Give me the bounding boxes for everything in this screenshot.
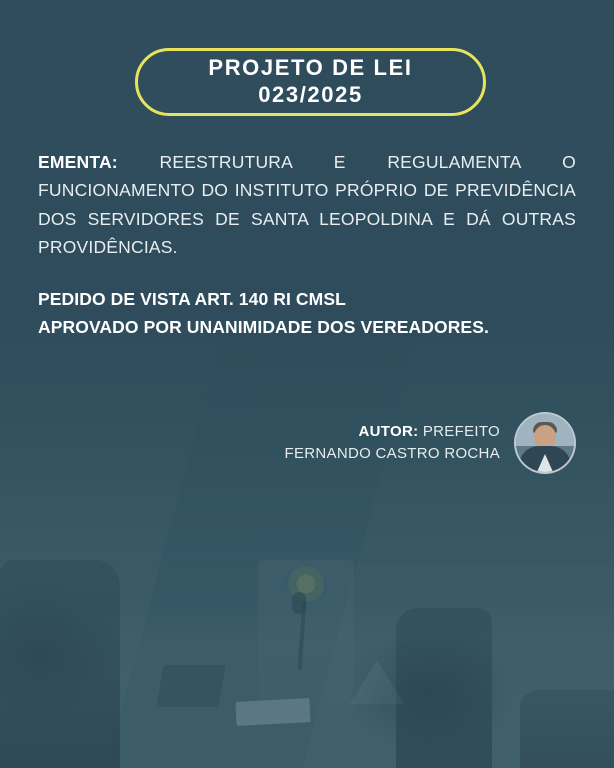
ementa-paragraph (38, 148, 576, 261)
ementa-text: REESTRUTURA E REGULAMENTA O FUNCIONAMENTO DO INSTITUTO PRÓPRIO DE PREVIDÊNCIA DOS SERVIDORES DE SANTA LEOPOLDINA E DÁ OUTRAS PROVIDÊNCIAS. (38, 152, 576, 258)
author-name: FERNANDO CASTRO ROCHA (284, 445, 500, 462)
author-block (285, 412, 576, 474)
avatar (514, 412, 576, 474)
author-line-1 (285, 421, 500, 443)
status-notes (38, 285, 576, 342)
title-line-1: PROJETO DE LEI (208, 55, 413, 81)
author-label: AUTOR: (358, 423, 419, 441)
note-line-2: APROVADO POR UNANIMIDADE DOS VEREADORES. (38, 317, 489, 338)
note-line-1: PEDIDO DE VISTA ART. 140 RI CMSL (38, 289, 346, 309)
ementa-label: EMENTA: (38, 152, 118, 172)
author-role: PREFEITO (418, 423, 500, 441)
page-title (135, 48, 486, 116)
author-text (285, 421, 500, 465)
title-line-2: 023/2025 (258, 82, 363, 107)
